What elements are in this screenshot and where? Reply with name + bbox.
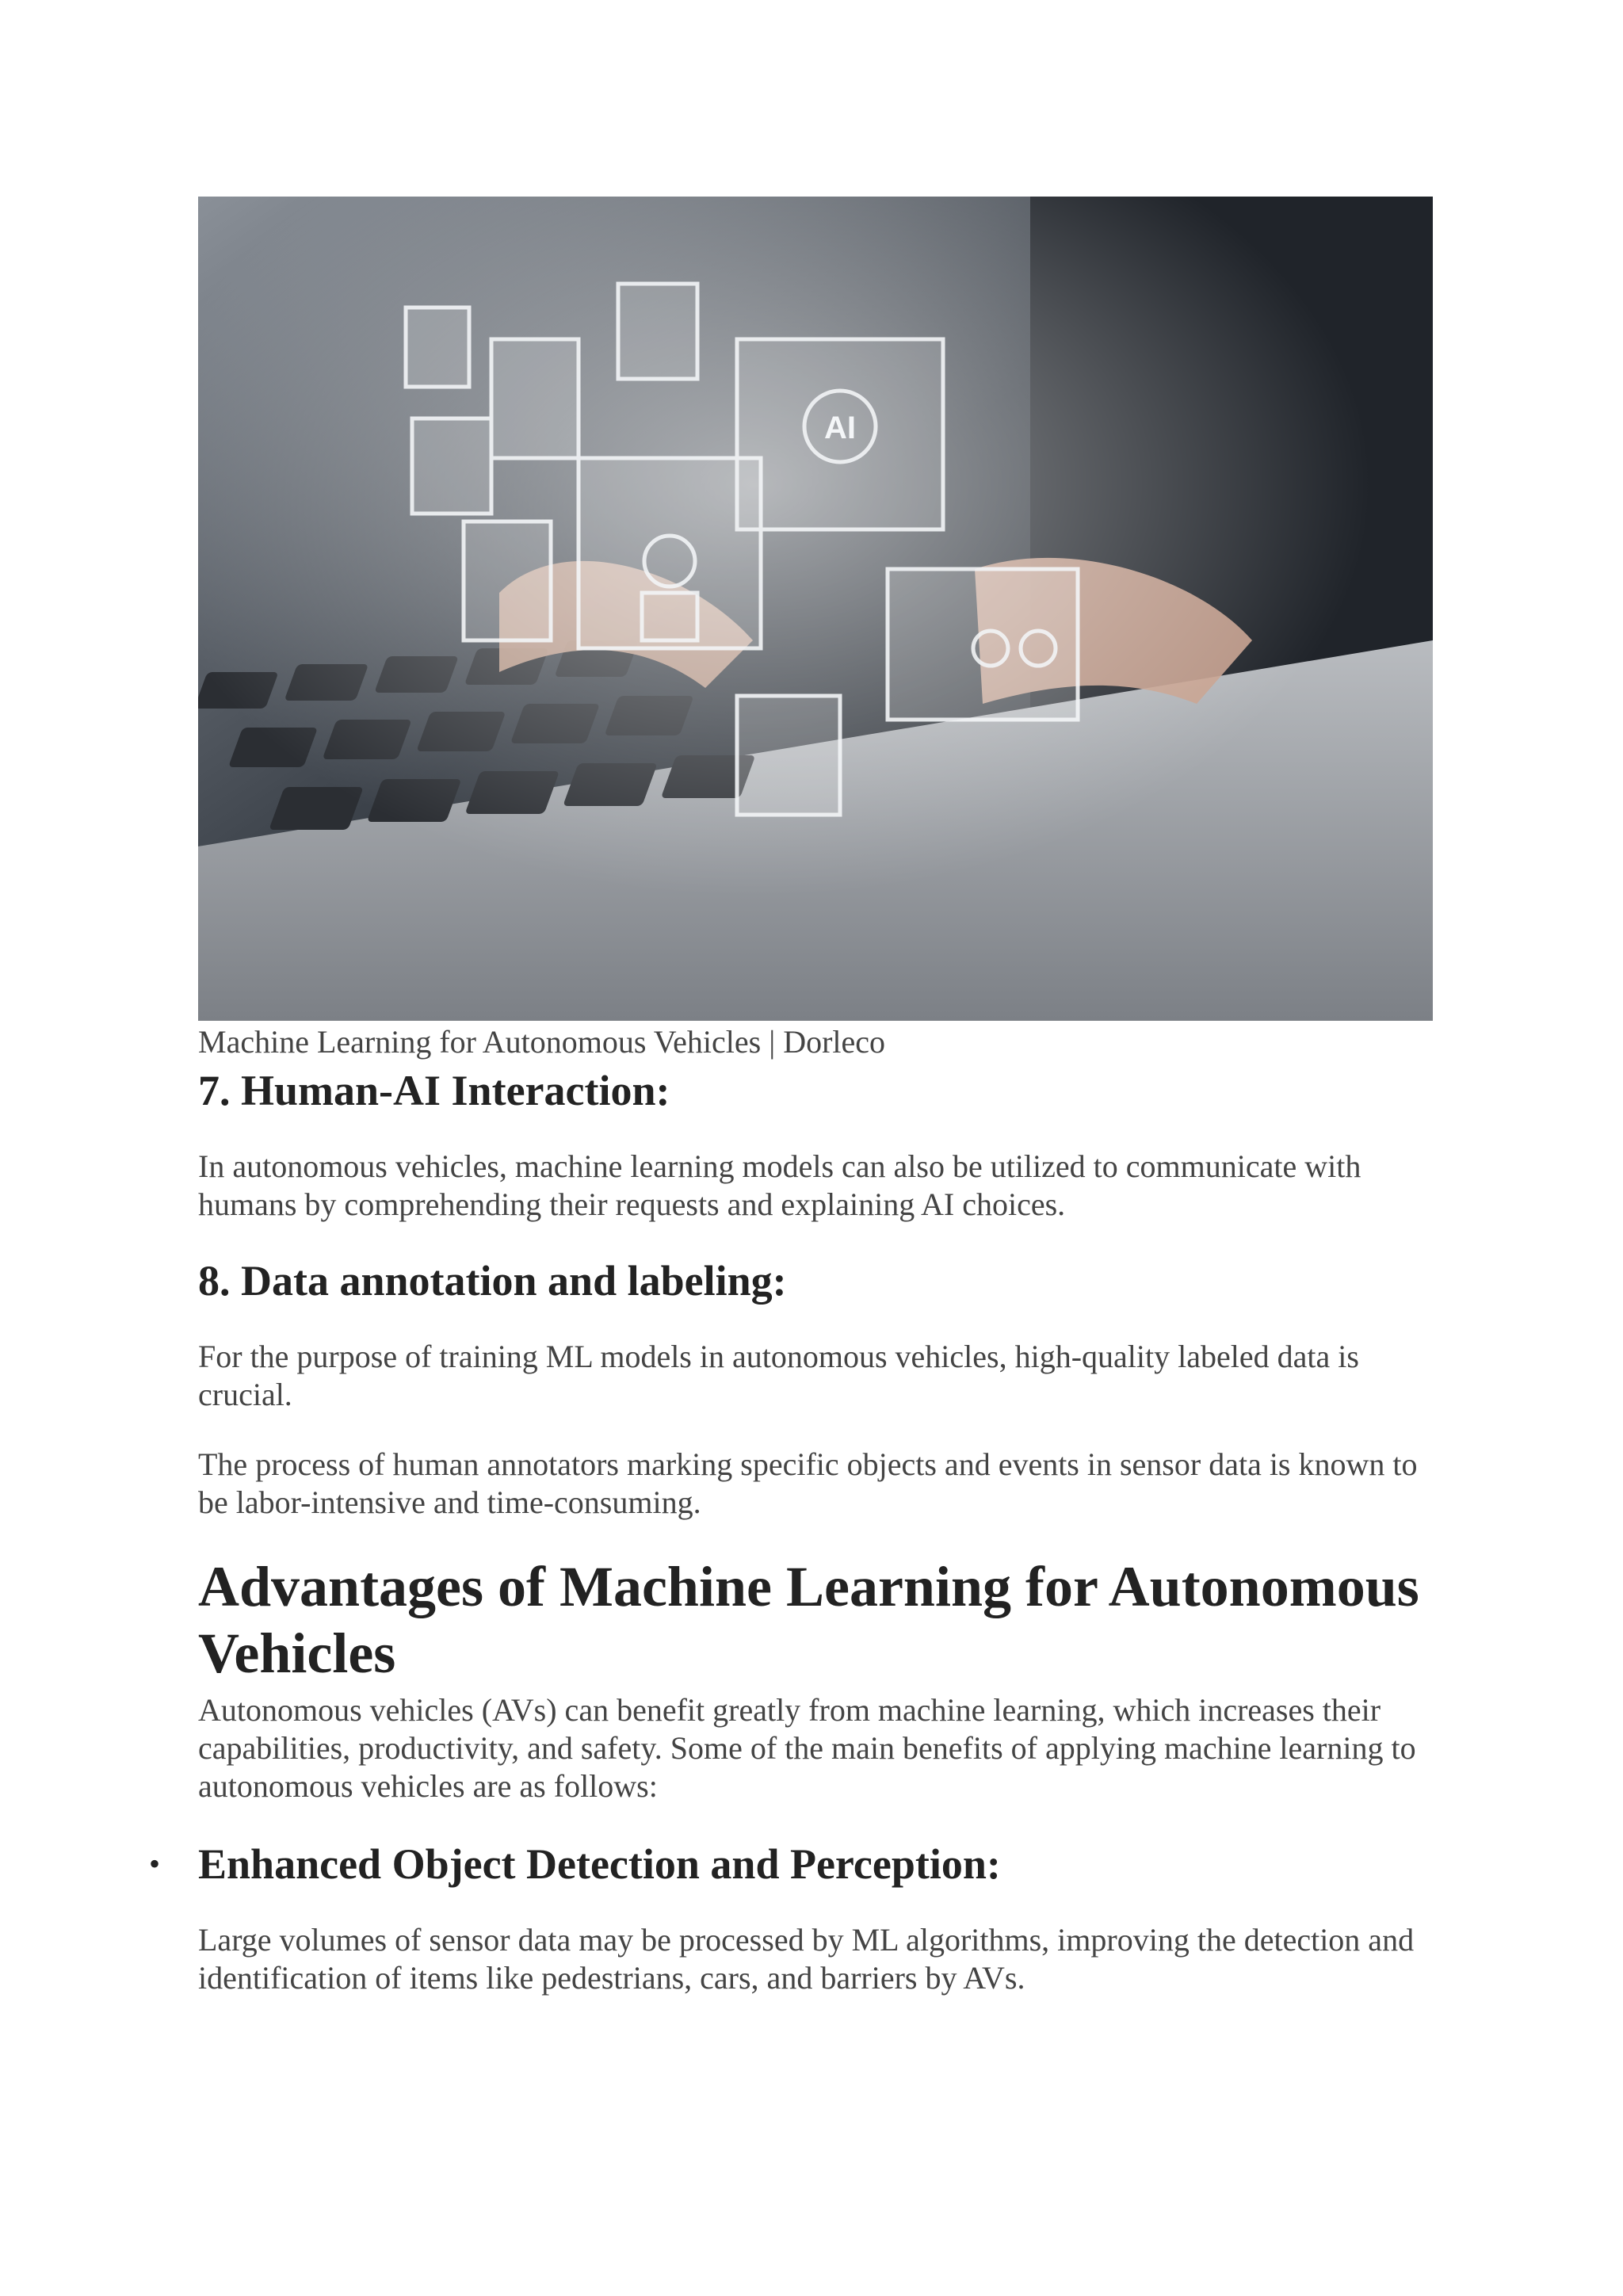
ai-panel-label: AI (824, 411, 856, 445)
image-caption: Machine Learning for Autonomous Vehicles | Dorleco (198, 1024, 886, 1060)
paragraph-data-annotation-1: For the purpose of training ML models in autonomous vehicles, high-quality labeled data is crucial. (198, 1339, 1359, 1412)
hero-image (198, 197, 1433, 1021)
laptop-ai-illustration (198, 197, 1433, 1021)
bullet-item-object-detection (149, 1839, 1434, 1889)
bullet-marker: • (149, 1846, 161, 1881)
heading-advantages: Advantages of Machine Learning for Autonomous Vehicles (198, 1555, 1419, 1685)
paragraph-object-detection: Large volumes of sensor data may be processed by ML algorithms, improving the detection and identification of items like pedestrians, cars, and barriers by AVs. (198, 1922, 1415, 1996)
heading-data-annotation: 8. Data annotation and labeling: (198, 1257, 787, 1305)
heading-human-ai-interaction: 7. Human-AI Interaction: (198, 1067, 670, 1114)
paragraph-data-annotation-2: The process of human annotators marking specific objects and events in sensor data is known to be labor-intensive and time-consuming. (198, 1446, 1418, 1520)
paragraph-advantages: Autonomous vehicles (AVs) can benefit greatly from machine learning, which increases their capabilities, productivity, and safety. Some of the main benefits of applying machine learning to autonomous vehicles are as follows: (198, 1692, 1416, 1804)
heading-object-detection: Enhanced Object Detection and Perception: (198, 1840, 1001, 1888)
article (149, 197, 1434, 1997)
paragraph-human-ai-interaction: In autonomous vehicles, machine learning models can also be utilized to communicate with humans by comprehending their requests and explaining AI choices. (198, 1148, 1361, 1222)
